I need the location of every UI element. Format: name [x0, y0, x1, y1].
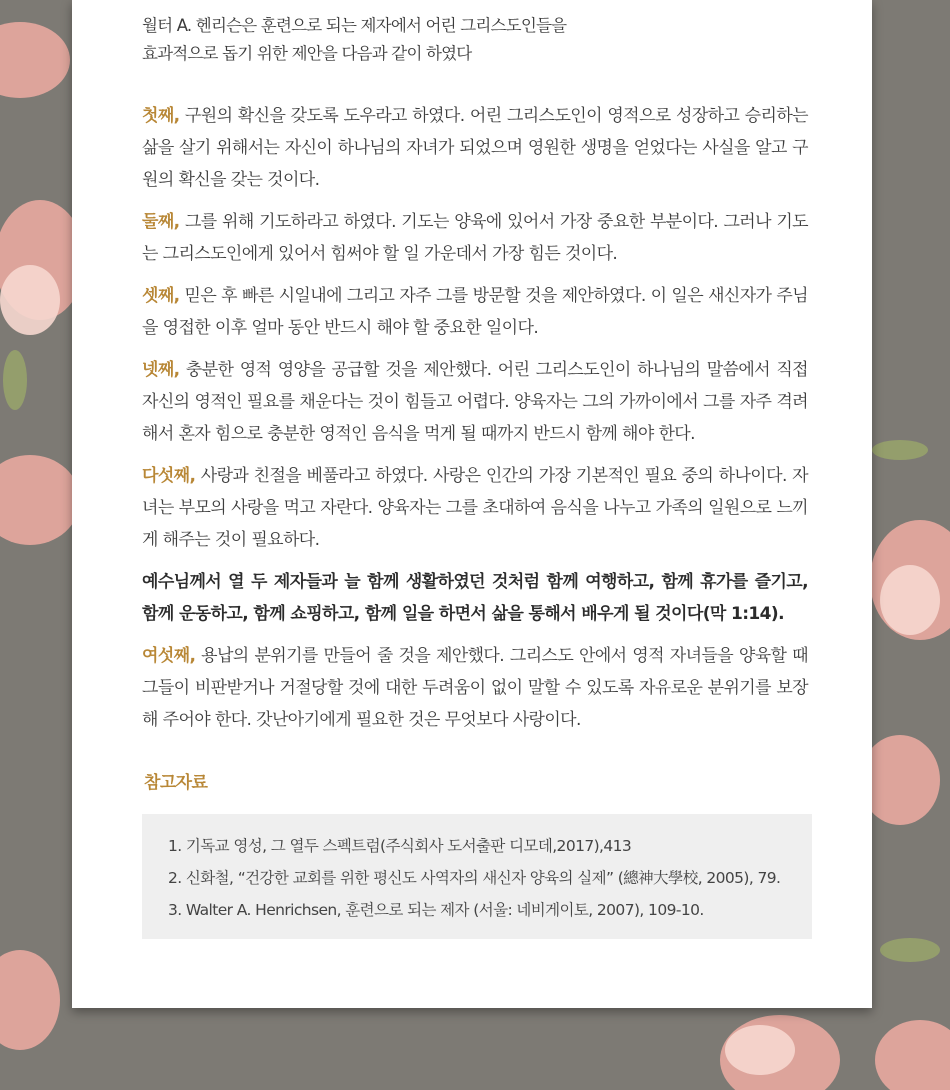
point-lead: 셋째,: [142, 286, 180, 306]
reference-item: 1. 기독교 영성, 그 열두 스펙트럼(주식회사 도서출판 디모데,2017),413: [168, 837, 632, 855]
point-lead: 여섯째,: [142, 646, 196, 666]
point-text: 충분한 영적 영양을 공급할 것을 제안했다. 어린 그리스도인이 하나님의 말씀에서 직접 자신의 영적인 필요를 채운다는 것이 힘들고 어렵다. 양육자는 그의 가까이에서 그를 자주 격려해서 혼자 힘으로 충분한 영적인 음식을 먹게 될 때까지 반드시 함께 해야 한다.: [142, 360, 808, 444]
point-6: [142, 640, 808, 736]
article-body: [142, 100, 808, 746]
point-lead: 첫째,: [142, 106, 180, 126]
intro-line-1: 월터 A. 헨리슨은 훈련으로 되는 제자에서 어린 그리스도인들을: [142, 16, 567, 35]
point-text: 구원의 확신을 갖도록 도우라고 하였다. 어린 그리스도인이 영적으로 성장하고 승리하는 삶을 살기 위해서는 자신이 하나님의 자녀가 되었으며 영원한 생명을 얻었다는 사실을 알고 구원의 확신을 갖는 것이다.: [142, 106, 808, 190]
reference-item: 3. Walter A. Henrichsen, 훈련으로 되는 제자 (서울: 네비게이토, 2007), 109-10.: [168, 901, 704, 919]
emphasis-paragraph: 예수님께서 열 두 제자들과 늘 함께 생활하였던 것처럼 함께 여행하고, 함께 휴가를 즐기고, 함께 운동하고, 함께 쇼핑하고, 함께 일을 하면서 삶을 통해서 배우게 될 것이다(막 1:14).: [142, 572, 808, 624]
point-lead: 둘째,: [142, 212, 180, 232]
point-5: [142, 460, 808, 556]
references-list: [168, 830, 780, 926]
references-heading: 참고자료: [144, 773, 208, 793]
point-text: 용납의 분위기를 만들어 줄 것을 제안했다. 그리스도 안에서 영적 자녀들을 양육할 때 그들이 비판받거나 거절당할 것에 대한 두려움이 없이 말할 수 있도록 자유로운 분위기를 보장해 주어야 한다. 갓난아기에게 필요한 것은 무엇보다 사랑이다.: [142, 646, 808, 730]
point-1: [142, 100, 808, 196]
point-4: [142, 354, 808, 450]
article-card: [72, 0, 872, 1008]
point-lead: 다섯째,: [142, 466, 196, 486]
point-2: [142, 206, 808, 270]
intro-text: [142, 12, 802, 68]
point-text: 그를 위해 기도하라고 하였다. 기도는 양육에 있어서 가장 중요한 부분이다. 그러나 기도는 그리스도인에게 있어서 힘써야 할 일 가운데서 가장 힘든 것이다.: [142, 212, 808, 264]
point-text: 사랑과 친절을 베풀라고 하였다. 사랑은 인간의 가장 기본적인 필요 중의 하나이다. 자녀는 부모의 사랑을 먹고 자란다. 양육자는 그를 초대하여 음식을 나누고 가족의 일원으로 느끼게 해주는 것이 필요하다.: [142, 466, 808, 550]
point-lead: 넷째,: [142, 360, 180, 380]
intro-line-2: 효과적으로 돕기 위한 제안을 다음과 같이 하였다: [142, 44, 472, 63]
reference-item: 2. 신화철, “건강한 교회를 위한 평신도 사역자의 새신자 양육의 실제” (總神大學校, 2005), 79.: [168, 869, 781, 887]
point-text: 믿은 후 빠른 시일내에 그리고 자주 그를 방문할 것을 제안하였다. 이 일은 새신자가 주님을 영접한 이후 얼마 동안 반드시 해야 할 중요한 일이다.: [142, 286, 808, 338]
point-3: [142, 280, 808, 344]
references-box: [142, 814, 812, 939]
